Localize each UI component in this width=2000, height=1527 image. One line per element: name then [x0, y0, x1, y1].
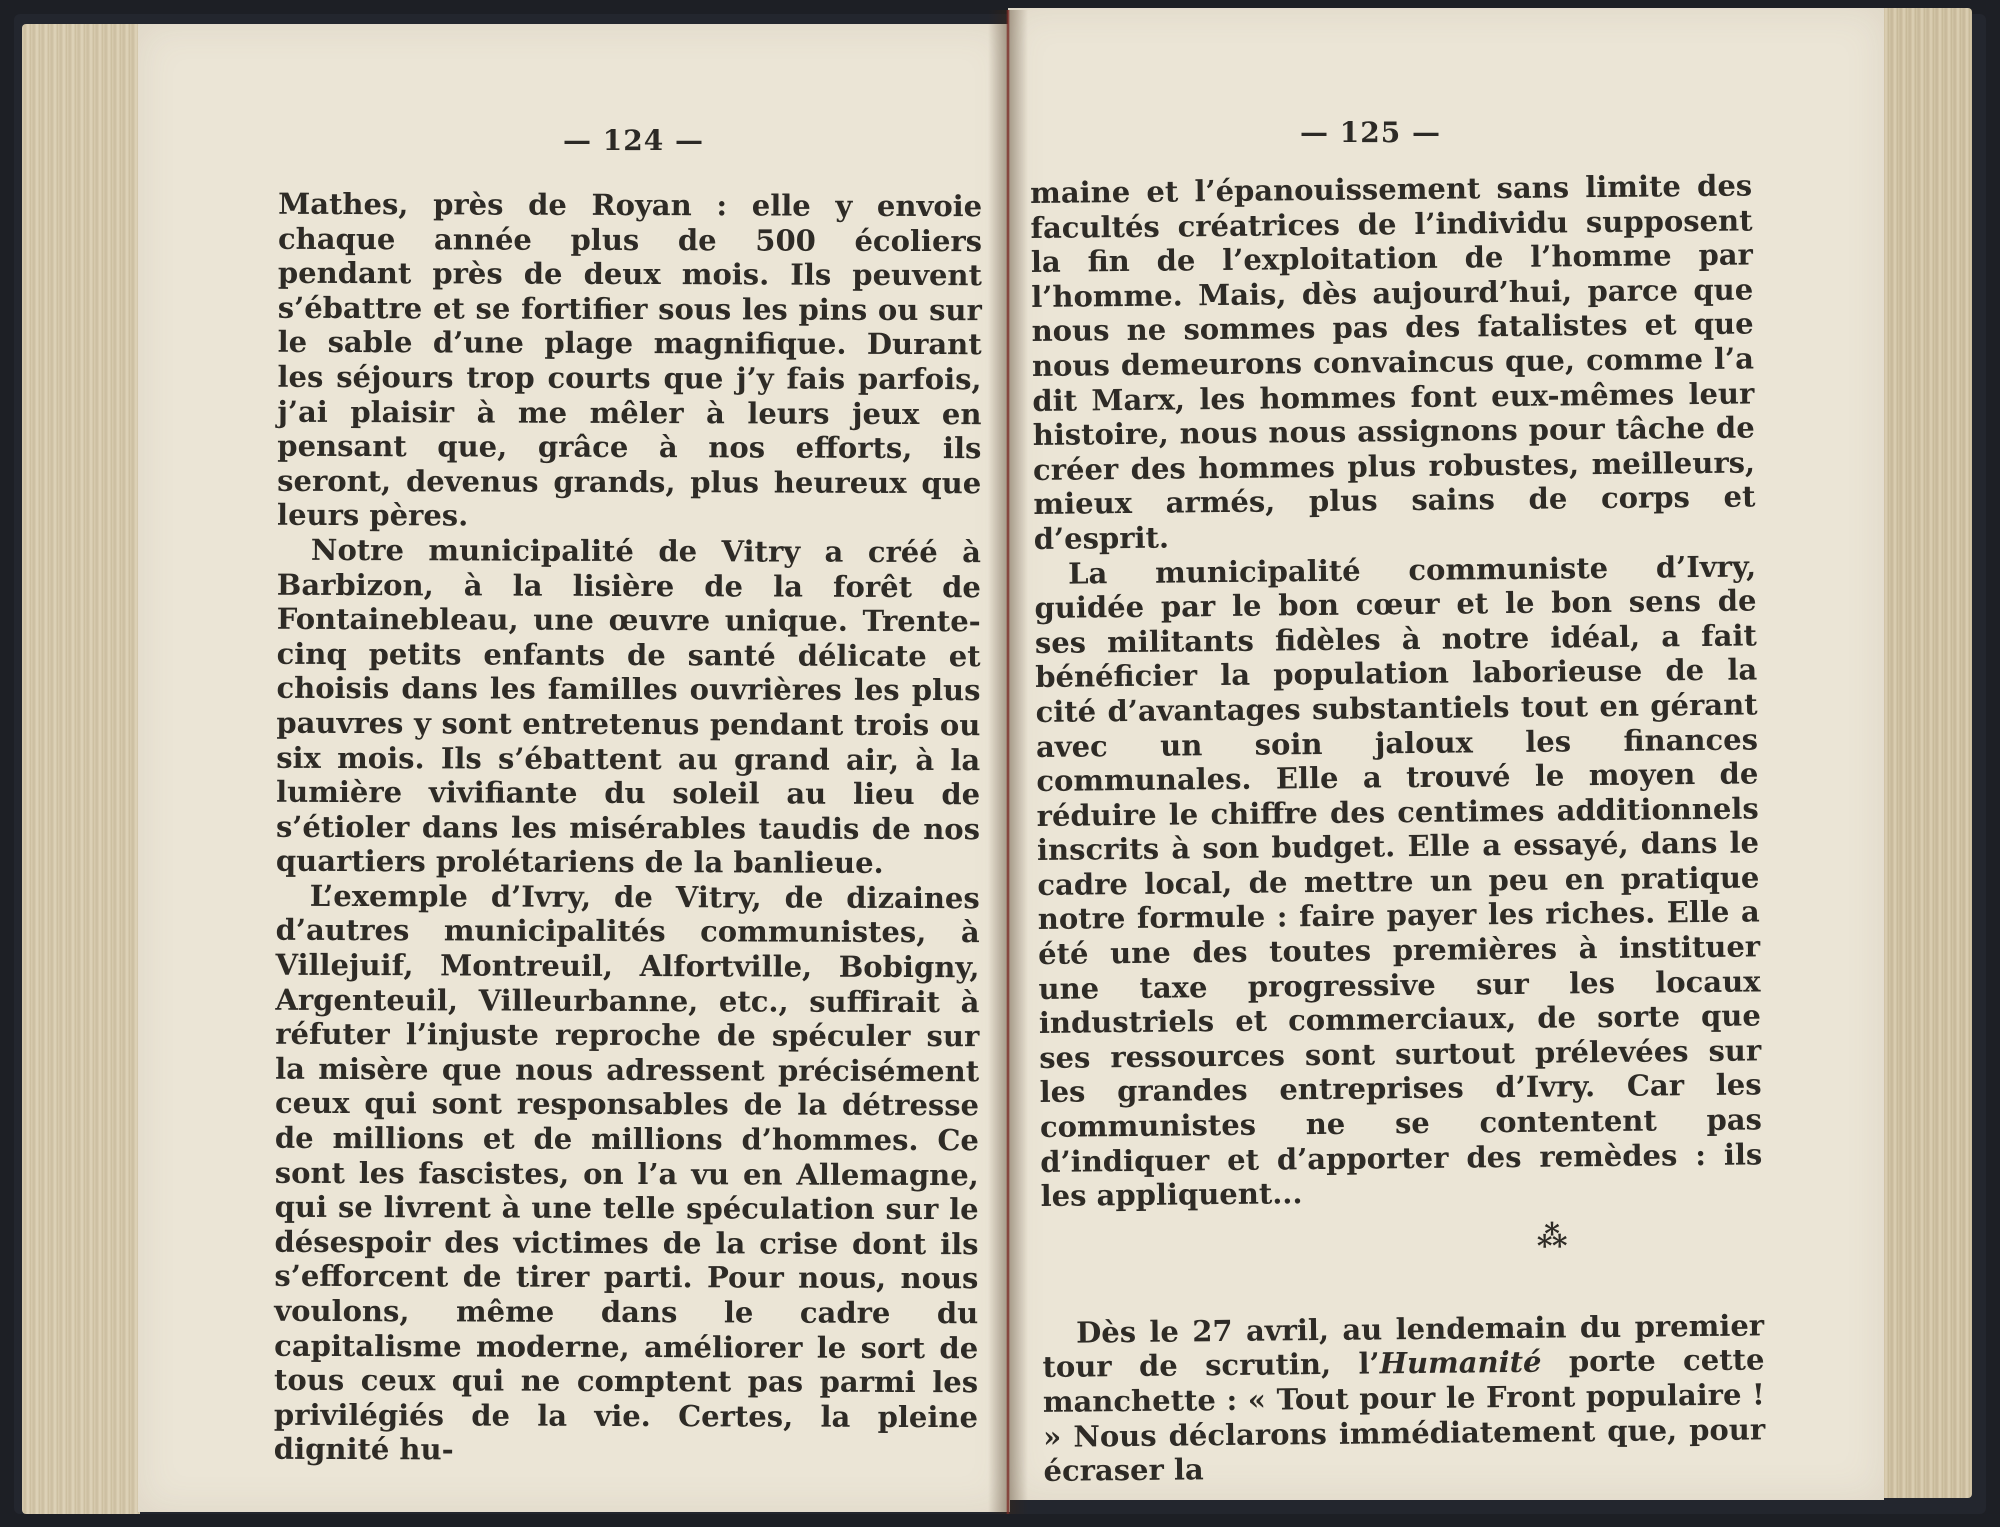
closing-before: Dès le 27 avril, au lendemain du premier tour de scrutin, l’ — [1042, 1308, 1765, 1385]
closing-after: porte cette manchette : « Tout pour le Front populaire ! » Nous déclarons immédiatement que, pour écraser la — [1042, 1342, 1766, 1489]
paragraph: La municipalité communiste d’Ivry, guidée par le bon cœur et le bon sens de ses militants fidèles à notre idéal, a fait bénéficier la population laborieuse de la cité d’avantages substantiels tout en gérant avec un soin jaloux les finances communales. Elle a trouvé le moyen de réduire le chiffre des centimes additionnels inscrits à son budget. Elle a essayé, dans le cadre local, de mettre un peu en pratique notre formule : faire payer les riches. Elle a été une des toutes premières à instituer une taxe progressive sur les locaux industriels et commerciaux, de sorte que ses ressources sont surtout prélevées sur les grandes entreprises d’Ivry. Car les communistes ne se contentent pas d’indiquer et d’apporter des remèdes : ils les appliquent... — [1034, 548, 1763, 1214]
left-page-text — [274, 187, 982, 1469]
left-page-number: — 124 — — [563, 124, 704, 157]
paragraph: Notre municipalité de Vitry a créé à Barbizon, à la lisière de la forêt de Fontainebleau, une œuvre unique. Trente-cinq petits enfants de santé délicate et choisis dans les familles ouvrières les plus pauvres y sont entretenus pendant trois ou six mois. Ils s’ébattent au grand air, à la lumière vivifiante du soleil au lieu de s’étioler dans les misérables taudis de nos quartiers prolétariens de la banlieue. — [275, 532, 982, 881]
paragraph: L’exemple d’Ivry, de Vitry, de dizaines d’autres municipalités communistes, à Villejuif, Montreuil, Alfortville, Bobigny, Argenteuil, Villeurbanne, etc., suffirait à réfuter l’injuste reproche de spéculer sur la misère que nous adressent précisément ceux qui sont responsables de la détresse de millions et de millions d’hommes. Ce sont les fascistes, on l’a vu en Allemagne, qui se livrent à une telle spéculation sur le désespoir des victimes de la crise dont ils s’efforcent de tirer parti. Pour nous, nous voulons, même dans le cadre du capitalisme moderne, améliorer le sort de tous ceux qui ne comptent pas parmi les privilégiés de la vie. Certes, la pleine dignité hu- — [273, 878, 980, 1467]
paragraph — [1042, 1308, 1766, 1489]
right-page-text — [1030, 168, 1766, 1488]
paragraph: Mathes, près de Royan : elle y envoie chaque année plus de 500 écoliers pendant près de deux mois. Ils peuvent s’ébattre et se fortifier sous les pins ou sur le sable d’une plage magnifique. Durant les séjours trop courts que j’y fais parfois, j’ai plaisir à me mêler à leurs jeux en pensant que, grâce à nos efforts, ils seront, devenus grands, plus heureux que leurs pères. — [277, 186, 983, 533]
right-page-edges — [1880, 8, 1972, 1498]
newspaper-title: Humanité — [1379, 1345, 1542, 1381]
paragraph: maine et l’épanouissement sans limite des facultés créatrices de l’individu supposent la fin de l’exploitation de l’homme par l’homme. Mais, dès aujourd’hui, parce que nous ne sommes pas des fatalistes et que nous demeurons convaincus que, comme l’a dit Marx, les hommes font eux-mêmes leur histoire, nous nous assignons pour tâche de créer des hommes plus robustes, meilleurs, mieux armés, plus sains de corps et d’esprit. — [1030, 168, 1756, 556]
left-page-edges — [22, 24, 140, 1514]
section-asterism: ⁂ — [1536, 1219, 1568, 1255]
right-page-number: — 125 — — [1300, 116, 1441, 149]
book-gutter — [988, 10, 1028, 1514]
